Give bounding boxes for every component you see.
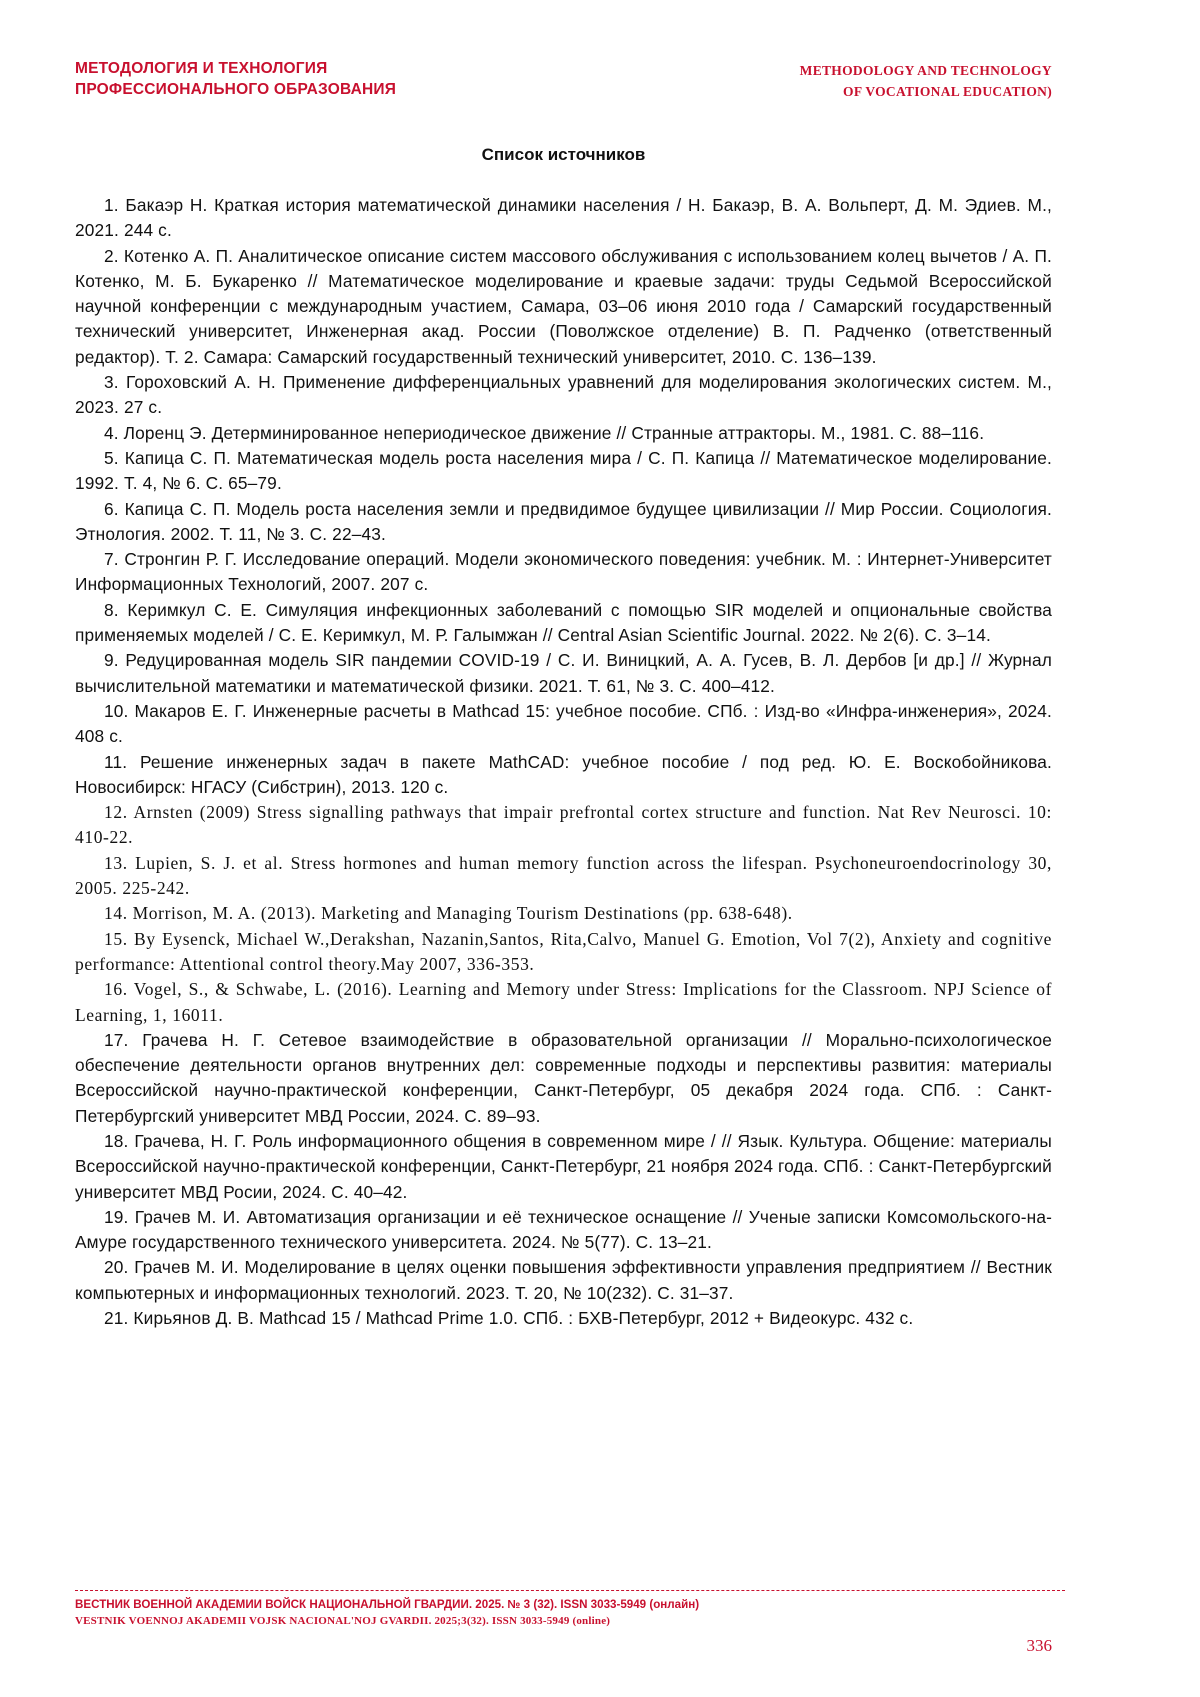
reference-item: 21. Кирьянов Д. В. Mathcad 15 / Mathcad Prime 1.0. СПб. : БХВ-Петербург, 2012 + Видеокурс. 432 с. xyxy=(104,1308,914,1329)
reference-item: 7. Стронгин Р. Г. Исследование операций. Модели экономического поведения: учебник. М. : Интернет-Университет Информационных Технологий, 2007. 207 с. xyxy=(75,549,1052,595)
journal-header-ru xyxy=(75,58,396,100)
reference-item: 4. Лоренц Э. Детерминированное непериодическое движение // Странные аттракторы. М., 1981. С. 88–116. xyxy=(104,422,985,443)
reference-item: 14. Morrison, M. A. (2013). Marketing and Managing Tourism Destinations (pp. 638-648). xyxy=(104,903,793,924)
footer-line-en: VESTNIK VOENNOJ AKADEMII VOJSK NACIONAL'NOJ GVARDII. 2025;3(32). ISSN 3033-5949 (online) xyxy=(75,1615,611,1627)
reference-item: 10. Макаров Е. Г. Инженерные расчеты в Mathcad 15: учебное пособие. СПб. : Изд-во «Инфра-инженерия», 2024. 408 с. xyxy=(75,700,1052,747)
header-ru-line-2: ПРОФЕССИОНАЛЬНОГО ОБРАЗОВАНИЯ xyxy=(75,81,397,98)
reference-item: 8. Керимкул С. Е. Симуляция инфекционных заболеваний с помощью SIR моделей и опциональные свойства применяемых моделей / С. Е. Керимкул, М. Р. Галымжан // Central Asian Scientific Journal. 2022. № 2(6). С. 3–14. xyxy=(75,599,1052,646)
reference-item: 19. Грачев М. И. Автоматизация организации и её техническое оснащение // Ученые записки Комсомольского-на-Амуре государственного технического университета. 2024. № 5(77). С. 13–21. xyxy=(75,1206,1052,1253)
header-en-line-2: OF VOCATIONAL EDUCATION) xyxy=(843,84,1052,99)
section-title: Список источников xyxy=(481,145,646,164)
reference-item: 18. Грачева, Н. Г. Роль информационного общения в современном мире / // Язык. Культура. Общение: материалы Всероссийской научно-практической конференции, Санкт-Петербург, 21 ноября 2024 года. СПб. : Санкт-Петербургский университет МВД Росии, 2024. С. 40–42. xyxy=(75,1130,1052,1202)
footer-line-ru: ВЕСТНИК ВОЕННОЙ АКАДЕМИИ ВОЙСК НАЦИОНАЛЬНОЙ ГВАРДИИ. 2025. № 3 (32). ISSN 3033-5949 (онлайн) xyxy=(75,1598,700,1611)
reference-item: 3. Гороховский А. Н. Применение дифференциальных уравнений для моделирования экологических систем. М., 2023. 27 с. xyxy=(75,372,1052,418)
reference-item: 16. Vogel, S., & Schwabe, L. (2016). Learning and Memory under Stress: Implications for the Classroom. NPJ Science of Learning, 1, 16011. xyxy=(75,979,1052,1025)
reference-item: 5. Капица С. П. Математическая модель роста населения мира / С. П. Капица // Математическое моделирование. 1992. Т. 4, № 6. С. 65–79. xyxy=(75,447,1052,494)
header-ru-line-1: МЕТОДОЛОГИЯ И ТЕХНОЛОГИЯ xyxy=(75,60,328,77)
header-en-line-1: METHODOLOGY AND TECHNOLOGY xyxy=(799,63,1052,78)
journal-header-en xyxy=(800,60,1052,102)
reference-item: 9. Редуцированная модель SIR пандемии COVID-19 / С. И. Виницкий, А. А. Гусев, В. Л. Дербов [и др.] // Журнал вычислительной математики и математической физики. 2021. Т. 61, № 3. С. 400–412. xyxy=(75,650,1052,696)
reference-item: 17. Грачева Н. Г. Сетевое взаимодействие в образовательной организации // Морально-психологическое обеспечение деятельности органов внутренних дел: современные подходы и перспективы развития: материалы Всероссийской научно-практической конференции, Санкт-Петербург, 05 декабря 2024 года. СПб. : Санкт-Петербургский университет МВД России, 2024. С. 89–93. xyxy=(75,1029,1052,1126)
reference-item: 12. Arnsten (2009) Stress signalling pathways that impair prefrontal cortex structure and function. Nat Rev Neurosci. 10: 410-22. xyxy=(75,802,1052,848)
reference-item: 15. By Eysenck, Michael W.,Derakshan, Nazanin,Santos, Rita,Calvo, Manuel G. Emotion, Vol 7(2), Anxiety and cognitive performance: Attentional control theory.May 2007, 336-353. xyxy=(75,928,1052,974)
reference-item: 1. Бакаэр Н. Краткая история математической динамики населения / Н. Бакаэр, В. А. Вольперт, Д. М. Эдиев. М., 2021. 244 с. xyxy=(75,195,1052,241)
reference-item: 2. Котенко А. П. Аналитическое описание систем массового обслуживания с использованием колец вычетов / А. П. Котенко, М. Б. Букаренко // Математическое моделирование и краевые задачи: труды Седьмой Всероссийской научной конференции с международным участием, Самара, 03–06 июня 2010 года / Самарский государственный технический университет, Инженерная акад. России (Поволжское отделение) В. П. Радченко (ответственный редактор). Т. 2. Самара: Самарский государственный технический университет, 2010. С. 136–139. xyxy=(75,245,1052,367)
reference-item: 20. Грачев М. И. Моделирование в целях оценки повышения эффективности управления предприятием // Вестник компьютерных и информационных технологий. 2023. Т. 20, № 10(232). С. 31–37. xyxy=(75,1257,1052,1303)
reference-item: 6. Капица С. П. Модель роста населения земли и предвидимое будущее цивилизации // Мир России. Социология. Этнология. 2002. Т. 11, № 3. С. 22–43. xyxy=(75,498,1052,544)
footer-divider xyxy=(75,1590,1065,1591)
reference-item: 13. Lupien, S. J. et al. Stress hormones and human memory function across the lifespan. Psychoneuroendocrinology 30, 2005. 225-242. xyxy=(75,852,1052,899)
reference-list xyxy=(75,193,1052,1331)
page-number: 336 xyxy=(1026,1636,1052,1655)
journal-footer xyxy=(75,1596,699,1630)
reference-item: 11. Решение инженерных задач в пакете MathCAD: учебное пособие / под ред. Ю. Е. Воскобойникова. Новосибирск: НГАСУ (Сибстрин), 2013. 120 с. xyxy=(75,751,1052,797)
